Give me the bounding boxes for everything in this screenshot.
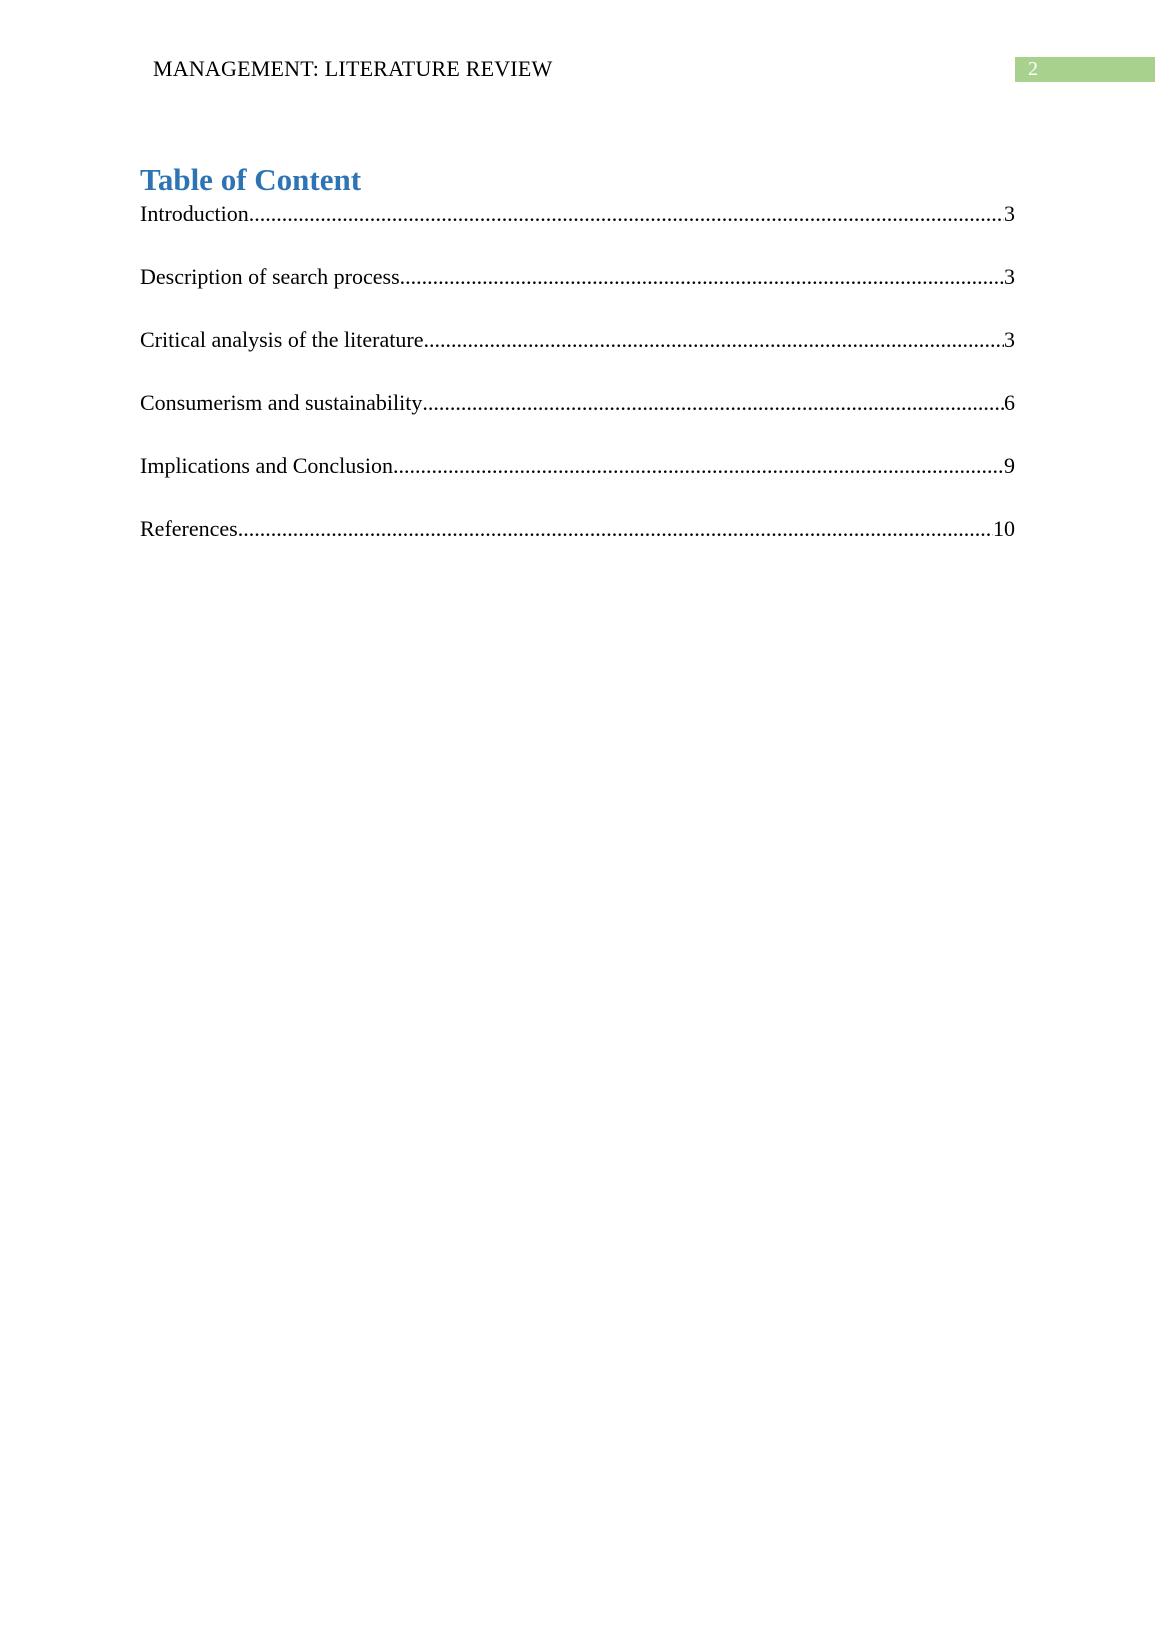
toc-list (140, 199, 1015, 577)
toc-dot-leader (249, 199, 1004, 229)
toc-dot-leader (400, 262, 1004, 292)
toc-entry-consumerism[interactable] (140, 388, 1015, 451)
toc-entry-page: 10 (993, 516, 1015, 541)
toc-entry-title: Critical analysis of the literature (140, 327, 424, 352)
toc-entry-critical-analysis[interactable] (140, 325, 1015, 388)
toc-entry-title: Implications and Conclusion (140, 453, 393, 478)
toc-entry-title: Introduction (140, 201, 249, 226)
page-number-badge: 2 (1015, 57, 1155, 82)
toc-entry-references[interactable] (140, 514, 1015, 577)
toc-entry-page: 3 (1004, 201, 1015, 226)
toc-entry-page: 3 (1004, 327, 1015, 352)
toc-dot-leader (422, 388, 1004, 418)
toc-heading: Table of Content (140, 162, 362, 197)
toc-entry-page: 6 (1004, 390, 1015, 415)
toc-entry-page: 3 (1004, 264, 1015, 289)
toc-entry-search-process[interactable] (140, 262, 1015, 325)
toc-entry-title: Consumerism and sustainability (140, 390, 423, 415)
toc-entry-introduction[interactable] (140, 199, 1015, 262)
running-header-title: MANAGEMENT: LITERATURE REVIEW (153, 56, 553, 81)
toc-entry-page: 9 (1004, 453, 1015, 478)
toc-dot-leader (238, 514, 993, 544)
toc-entry-title: References (140, 516, 238, 541)
toc-entry-title: Description of search process (140, 264, 400, 289)
toc-dot-leader (393, 451, 1004, 481)
toc-entry-implications[interactable] (140, 451, 1015, 514)
toc-dot-leader (423, 325, 1004, 355)
